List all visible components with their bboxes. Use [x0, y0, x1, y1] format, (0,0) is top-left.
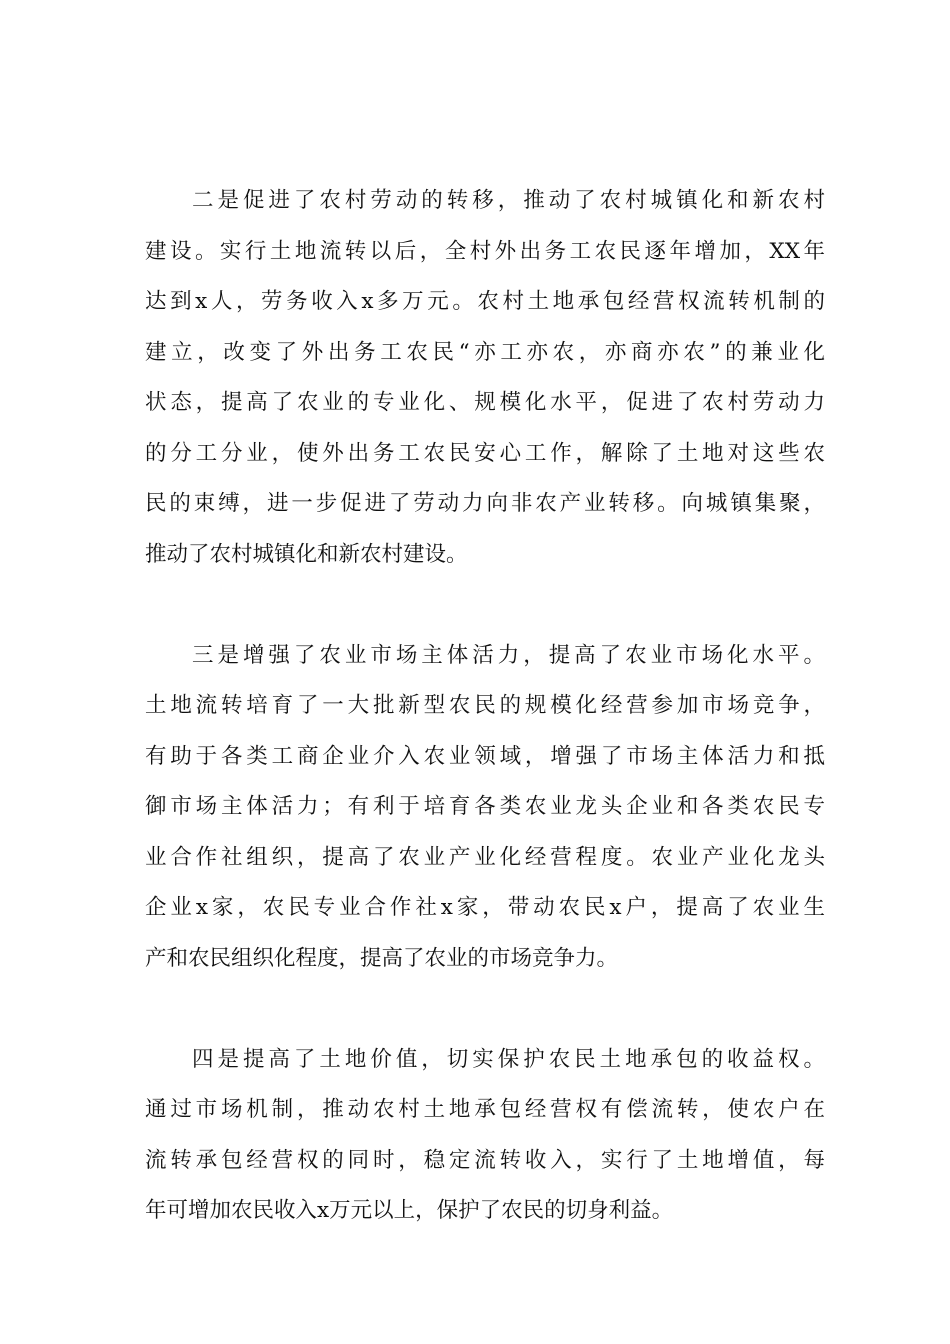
text-line: 推动了农村城镇化和新农村建设。 — [145, 541, 468, 567]
text-line: 二是促进了农村劳动的转移，推动了农村城镇化和新农村 — [192, 188, 825, 213]
paragraph-market-vitality — [145, 631, 825, 985]
text-line: 产和农民组织化程度，提高了农业的市场竞争力。 — [145, 945, 619, 971]
text-line: 民的束缚，进一步促进了劳动力向非农产业转移。向城镇集聚， — [145, 491, 825, 516]
text-line: 的分工分业，使外出务工农民安心工作，解除了土地对这些农 — [145, 440, 825, 466]
text-line: 达到x人，劳务收入x多万元。农村土地承包经营权流转机制的 — [145, 289, 825, 314]
text-line: 建设。实行土地流转以后，全村外出务工农民逐年增加，XX年 — [145, 238, 825, 264]
text-line: 企业x家，农民专业合作社x家，带动农民x户，提高了农业生 — [145, 895, 825, 920]
text-line: 建立，改变了外出务工农民“亦工亦农，亦商亦农”的兼业化 — [145, 339, 825, 365]
paragraph-spacer — [145, 984, 825, 1035]
text-line: 状态，提高了农业的专业化、规模化水平，促进了农村劳动力 — [145, 390, 825, 415]
paragraph-land-value — [145, 1035, 825, 1237]
text-line: 业合作社组织，提高了农业产业化经营程度。农业产业化龙头 — [145, 844, 825, 870]
document-body — [145, 176, 825, 1237]
text-line: 土地流转培育了一大批新型农民的规模化经营参加市场竞争， — [145, 693, 825, 718]
text-line: 四是提高了土地价值，切实保护农民土地承包的收益权。 — [192, 1046, 825, 1072]
text-line: 年可增加农民收入x万元以上，保护了农民的切身利益。 — [145, 1198, 674, 1223]
text-line: 御市场主体活力；有利于培育各类农业龙头企业和各类农民专 — [145, 794, 825, 819]
paragraph-spacer — [145, 580, 825, 631]
text-line: 流转承包经营权的同时，稳定流转收入，实行了土地增值，每 — [145, 1147, 825, 1173]
text-line: 通过市场机制，推动农村土地承包经营权有偿流转，使农户在 — [145, 1097, 825, 1122]
text-line: 有助于各类工商企业介入农业领域，增强了市场主体活力和抵 — [145, 743, 825, 769]
paragraph-labor-transfer — [145, 176, 825, 580]
text-line: 三是增强了农业市场主体活力，提高了农业市场化水平。 — [192, 642, 825, 668]
